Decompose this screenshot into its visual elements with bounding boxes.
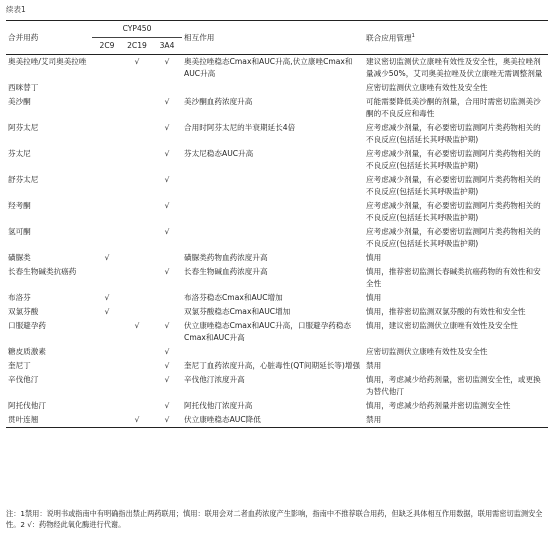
cell-interaction: 奥美拉唑稳态Cmax和AUC升高,伏立康唑Cmax和AUC升高	[184, 57, 353, 78]
table-row	[6, 251, 548, 265]
cell-interaction: 长春生物碱血药浓度升高	[184, 267, 268, 276]
cell-management: 慎用，推荐密切监测双氯芬酸的有效性和安全性	[366, 307, 526, 316]
cell-drug: 阿芬太尼	[8, 123, 39, 132]
cell-c2c9	[92, 265, 122, 291]
table-row	[6, 399, 548, 413]
cell-c2c19: √	[122, 413, 152, 428]
table-row	[6, 55, 548, 82]
cell-interaction: 伏立康唑稳态AUC降低	[182, 413, 364, 428]
cell-drug: 贯叶连翘	[6, 413, 92, 428]
table-row	[6, 359, 548, 373]
table-row	[6, 265, 548, 291]
cell-management: 慎用，考虑减少给药剂量并密切监测安全性	[366, 401, 511, 410]
cell-drug: 布洛芬	[8, 293, 31, 302]
cell-drug: 奥美拉唑/艾司奥美拉唑	[8, 57, 87, 66]
cell-c2c9	[92, 359, 122, 373]
cell-drug: 双氯芬酸	[8, 307, 39, 316]
cell-drug: 口服避孕药	[8, 321, 46, 330]
drug-interaction-table	[6, 20, 548, 428]
cell-c2c19	[122, 147, 152, 173]
cell-drug: 阿托伐他汀	[8, 401, 46, 410]
cell-interaction	[182, 225, 364, 251]
cell-interaction: 阿托伐他汀浓度升高	[184, 401, 253, 410]
cell-c2c19	[122, 399, 152, 413]
cell-interaction: 磺脲类药物血药浓度升高	[184, 253, 268, 262]
table-row	[6, 345, 548, 359]
cell-drug: 磺脲类	[8, 253, 31, 262]
cell-c3a4: √	[164, 375, 170, 384]
header-drug: 合并用药	[8, 32, 39, 42]
cell-c3a4: √	[164, 149, 170, 158]
header-3a4: 3A4	[152, 38, 182, 55]
cell-c3a4	[152, 305, 182, 319]
cell-c3a4	[152, 81, 182, 95]
cell-c2c19	[122, 95, 152, 121]
table-row	[6, 147, 548, 173]
cell-management: 慎用，建议密切监测伏立康唑有效性及安全性	[366, 321, 518, 330]
header-cyp450: CYP450	[122, 24, 152, 33]
table-caption: 续表1	[6, 5, 26, 14]
table-row	[6, 225, 548, 251]
cell-c2c19	[122, 345, 152, 359]
cell-interaction	[182, 173, 364, 199]
cell-interaction: 布洛芬稳态Cmax和AUC增加	[184, 293, 283, 302]
cell-drug: 美沙酮	[8, 97, 31, 106]
cell-c2c9	[92, 373, 122, 399]
cell-management: 建议密切监测伏立康唑有效性及安全性，奥美拉唑剂量减少50%，艾司奥美拉唑及伏立康唑无需调整剂量	[366, 57, 543, 78]
cell-c2c9	[92, 95, 122, 121]
cell-c3a4: √	[164, 267, 170, 276]
cell-c2c19: √	[134, 57, 140, 66]
cell-management: 应考虑减少剂量，有必要密切监测阿片类药物相关的不良反应(包括延长其呼吸监护期)	[366, 201, 541, 222]
cell-c2c9	[92, 345, 122, 359]
cell-interaction: 双氯芬酸稳态Cmax和AUC增加	[184, 307, 291, 316]
cell-c2c9	[92, 199, 122, 225]
cell-management: 应考虑减少剂量，有必要密切监测阿片类药物相关的不良反应(包括延长其呼吸监护期)	[366, 227, 541, 248]
table-row	[6, 413, 548, 428]
cell-c3a4: √	[164, 361, 170, 370]
header-2c9: 2C9	[92, 38, 122, 55]
cell-interaction: 辛伐他汀浓度升高	[184, 375, 245, 384]
cell-c2c9	[92, 225, 122, 251]
cell-interaction: 奎尼丁血药浓度升高，心脏毒性(QT间期延长等)增强	[184, 361, 361, 370]
cell-interaction: 伏立康唑稳态Cmax和AUC升高，口服避孕药稳态Cmax和AUC升高	[184, 321, 352, 342]
cell-c3a4: √	[164, 401, 170, 410]
cell-drug: 氢可酮	[8, 227, 31, 236]
cell-interaction	[182, 81, 364, 95]
header-2c19: 2C19	[122, 38, 152, 55]
cell-interaction	[182, 199, 364, 225]
cell-c3a4: √	[164, 97, 170, 106]
cell-c2c19	[122, 173, 152, 199]
table-row	[6, 81, 548, 95]
cell-c2c9	[92, 121, 122, 147]
cell-drug: 芬太尼	[8, 149, 31, 158]
cell-c3a4	[152, 251, 182, 265]
cell-drug: 羟考酮	[8, 201, 31, 210]
cell-c2c19	[122, 199, 152, 225]
cell-interaction: 芬太尼稳态AUC升高	[184, 149, 254, 158]
cell-interaction: 合用时阿芬太尼的半衰期延长4倍	[184, 123, 296, 132]
cell-c2c9: √	[104, 293, 110, 302]
cell-management: 慎用，考虑减少给药剂量，密切监测安全性，或更换为替代他汀	[366, 375, 541, 396]
cell-c2c19	[122, 359, 152, 373]
cell-management: 慎用	[366, 253, 382, 262]
cell-c2c9: √	[104, 307, 110, 316]
cell-c3a4: √	[152, 413, 182, 428]
cell-c2c19	[122, 225, 152, 251]
header-management: 联合应用管理$^1$	[366, 33, 415, 43]
cell-c2c9	[92, 55, 122, 82]
table-footnote: 注：1禁用：说明书或指南中有明确指出禁止两药联用；慎用：联用会对二者血药浓度产生影响，指南中不推荐联合用药，但缺乏具体相互作用数据，联用需密切监测安全性。2 √：药物经此氧化酶进行代谢。	[6, 509, 543, 529]
table-row	[6, 121, 548, 147]
cell-management: 慎用	[366, 293, 382, 302]
cell-c2c19	[122, 251, 152, 265]
cell-c3a4: √	[164, 201, 170, 210]
cell-c2c9	[92, 147, 122, 173]
cell-management: 应考虑减少剂量，有必要密切监测阿片类药物相关的不良反应(包括延长其呼吸监护期)	[366, 175, 541, 196]
cell-drug: 奎尼丁	[8, 361, 31, 370]
cell-c3a4	[152, 291, 182, 305]
cell-management: 禁用	[366, 361, 382, 370]
cell-c2c9	[92, 173, 122, 199]
cell-c3a4: √	[164, 321, 170, 330]
cell-c2c19: √	[134, 321, 140, 330]
cell-management: 慎用，推荐密切监测长春碱类抗癌药物的有效性和安全性	[366, 267, 541, 288]
table-row	[6, 199, 548, 225]
cell-c3a4: √	[164, 227, 170, 236]
cell-drug: 西咪替丁	[8, 83, 39, 92]
cell-c2c19	[122, 305, 152, 319]
cell-c2c19	[122, 265, 152, 291]
cell-c3a4: √	[164, 123, 170, 132]
cell-c3a4: √	[164, 347, 170, 356]
cell-management: 应密切监测伏立康唑有效性及安全性	[366, 347, 488, 356]
cell-c2c9	[92, 399, 122, 413]
cell-management: 应考虑减少剂量，有必要密切监测阿片类药物相关的不良反应(包括延长其呼吸监护期)	[366, 123, 541, 144]
cell-drug: 辛伐他汀	[8, 375, 39, 384]
table-row	[6, 305, 548, 319]
cell-c3a4: √	[164, 57, 170, 66]
table-row	[6, 319, 548, 345]
cell-drug: 舒芬太尼	[8, 175, 39, 184]
cell-c2c9: √	[104, 253, 110, 262]
cell-interaction: 美沙酮血药浓度升高	[184, 97, 253, 106]
cell-c2c9	[92, 413, 122, 428]
cell-c2c19	[122, 121, 152, 147]
cell-management: 应密切监测伏立康唑有效性及安全性	[366, 83, 488, 92]
cell-c2c9	[92, 81, 122, 95]
cell-c2c19	[122, 291, 152, 305]
header-interaction: 相互作用	[184, 32, 215, 42]
cell-drug: 长春生物碱类抗癌药	[8, 267, 77, 276]
table-row	[6, 95, 548, 121]
cell-drug: 糖皮质激素	[8, 347, 46, 356]
table-row	[6, 291, 548, 305]
cell-c2c19	[122, 373, 152, 399]
table-row	[6, 373, 548, 399]
cell-c3a4: √	[164, 175, 170, 184]
cell-c2c9	[92, 319, 122, 345]
cell-c2c19	[122, 81, 152, 95]
cell-management: 可能需要降低美沙酮的剂量，合用时需密切监测美沙酮的不良反应和毒性	[366, 97, 541, 118]
table-row	[6, 173, 548, 199]
cell-interaction	[182, 345, 364, 359]
cell-management: 禁用	[364, 413, 548, 428]
cell-management: 应考虑减少剂量，有必要密切监测阿片类药物相关的不良反应(包括延长其呼吸监护期)	[366, 149, 541, 170]
